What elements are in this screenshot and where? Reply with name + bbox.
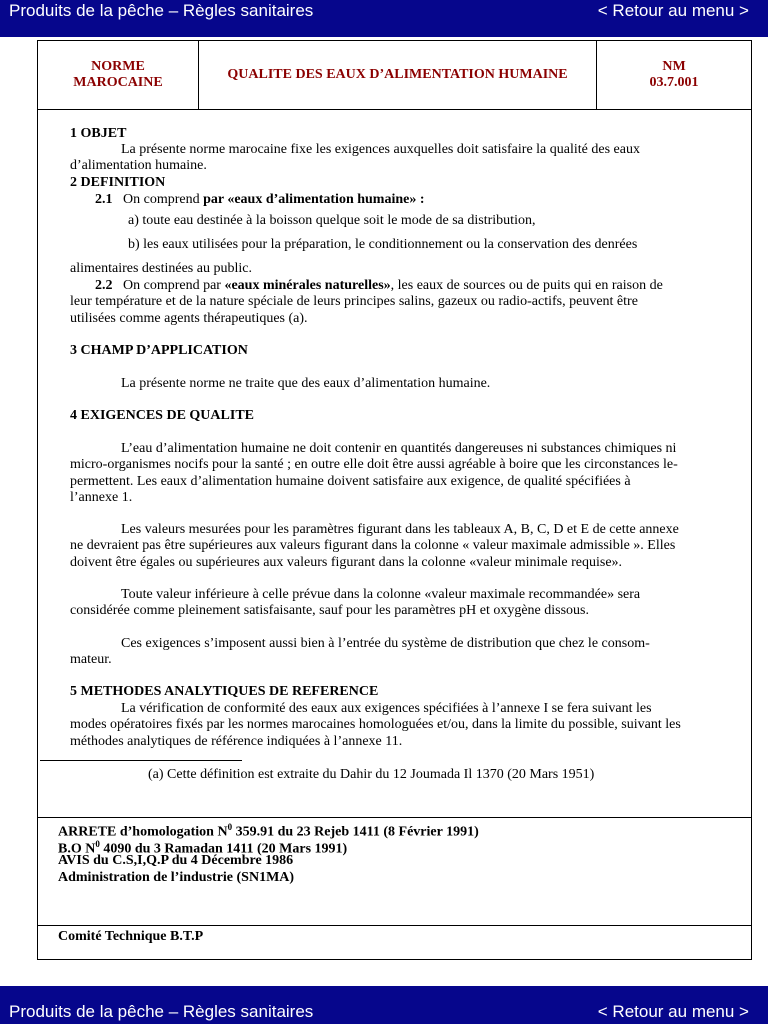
section-2-heading: 2 DEFINITION	[70, 175, 166, 190]
document-header	[38, 41, 751, 110]
section-4-paragraph: Les valeurs mesurées pour les paramètres figurant dans les tableaux A, B, C, D et E de cette annexe	[121, 522, 679, 537]
section-1-text: La présente norme marocaine fixe les exigences auxquelles doit satisfaire la qualité des eaux	[121, 142, 640, 157]
section-4-paragraph: doivent être égales ou supérieures aux valeurs figurant dans la colonne «valeur minimale requise».	[70, 555, 623, 570]
footnote: (a) Cette définition est extraite du Dahir du 12 Joumada Il 1370 (20 Mars 1951)	[148, 767, 595, 782]
definition-2-2-text: utilisées comme agents thérapeutiques (a).	[70, 311, 308, 326]
definition-item-b-cont: alimentaires destinées au public.	[70, 261, 252, 276]
committee-divider	[38, 925, 751, 926]
nav-title: Produits de la pêche – Règles sanitaires	[9, 1, 314, 20]
section-4-paragraph: Toute valeur inférieure à celle prévue dans la colonne «valeur maximale recommandée» sera	[121, 587, 641, 602]
definition-2-2-text: leur température et de la nature spéciale de leurs principes salins, gazeux ou radio-actifs, peuvent être	[70, 294, 638, 309]
definition-2-2: 2.2 On comprend par «eaux minérales naturelles», les eaux de sources ou de puits qui en raison de	[95, 278, 663, 293]
section-5-heading: 5 METHODES ANALYTIQUES DE REFERENCE	[70, 684, 379, 699]
norm-label: NORME MAROCAINE	[38, 41, 199, 109]
norm-number: NM 03.7.001	[649, 59, 699, 90]
document-title: QUALITE DES EAUX D’ALIMENTATION HUMAINE	[199, 41, 597, 109]
section-4-paragraph: considérée comme pleinement satisfaisante, sauf pour les paramètres pH et oxygène dissous.	[70, 603, 590, 618]
section-4-paragraph: ne devraient pas être supérieures aux valeurs figurant dans la colonne « valeur maximale admissible ». Elles	[70, 538, 676, 553]
footer-arrete: ARRETE d’homologation $N^0$ 359.91 du 23 Rejeb 1411 (8 Février 1991)	[58, 822, 479, 840]
section-1-text: d’alimentation humaine.	[70, 158, 207, 173]
section-4-paragraph: permettent. Les eaux d’alimentation humaine doivent satisfaire aux exigence, de qualité spécifiées à	[70, 474, 631, 489]
definition-item-a: a) toute eau destinée à la boisson quelque soit le mode de sa distribution,	[128, 213, 536, 228]
footer-divider	[38, 817, 751, 818]
footer-bulletin: B.O $N^0$ 4090 du 3 Ramadan 1411 (20 Mars 1991)	[58, 839, 348, 857]
definition-item-b: b) les eaux utilisées pour la préparation, le conditionnement ou la conservation des denrées	[128, 237, 638, 252]
section-4-paragraph: L’eau d’alimentation humaine ne doit contenir en quantités dangereuses ni substances chimiques ni	[121, 441, 677, 456]
back-to-menu-link[interactable]: < Retour au menu >	[597, 1002, 749, 1021]
section-3-text: La présente norme ne traite que des eaux d’alimentation humaine.	[121, 376, 491, 391]
section-4-paragraph: Ces exigences s’imposent aussi bien à l’entrée du système de distribution que chez le consom-	[121, 636, 650, 651]
section-5-text: méthodes analytiques de référence indiquées à l’annexe 11.	[70, 734, 403, 749]
section-4-paragraph: mateur.	[70, 652, 112, 667]
section-5-text: La vérification de conformité des eaux aux exigences spécifiées à l’annexe I se fera suivant les	[121, 701, 652, 716]
nav-title: Produits de la pêche – Règles sanitaires	[9, 1002, 314, 1021]
section-3-heading: 3 CHAMP D’APPLICATION	[70, 343, 248, 358]
section-1-heading: 1 OBJET	[70, 126, 127, 141]
definition-2-1: 2.1 On comprend par «eaux d’alimentation humaine» :	[95, 192, 425, 207]
section-4-paragraph: micro-organismes nocifs pour la santé ; en outre elle doit être aussi agréable à boire que les circonstances le-	[70, 457, 678, 472]
section-4-paragraph: l’annexe 1.	[70, 490, 133, 505]
back-to-menu-link[interactable]: < Retour au menu >	[597, 1, 749, 20]
section-5-text: modes opératoires fixés par les normes marocaines homologuées et/ou, dans la limite du possible, suivant les	[70, 717, 681, 732]
section-4-heading: 4 EXIGENCES DE QUALITE	[70, 408, 254, 423]
footer-avis: AVIS du C.S,I,Q.P du 4 Décembre 1986	[58, 853, 294, 868]
footnote-separator	[40, 760, 242, 761]
document-page	[37, 40, 752, 960]
footer-committee: Comité Technique B.T.P	[58, 929, 204, 944]
bottom-nav-banner	[0, 986, 768, 1024]
top-nav-banner	[0, 0, 768, 37]
footer-administration: Administration de l’industrie (SN1MA)	[58, 870, 295, 885]
